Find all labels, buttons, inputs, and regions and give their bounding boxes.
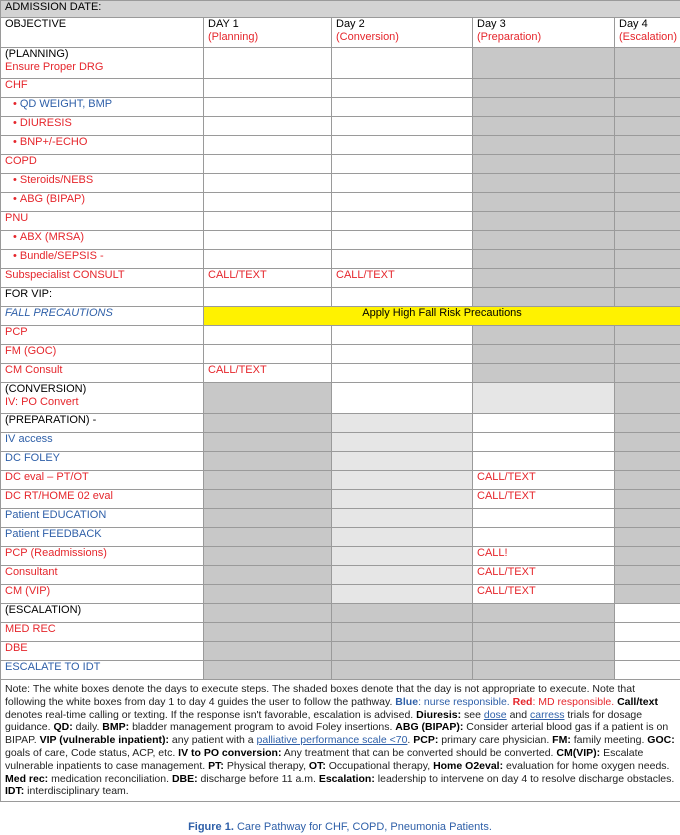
table-row	[1, 117, 680, 136]
vip-term: VIP (vulnerable inpatient):	[39, 734, 169, 747]
escalate-idt-label: ESCALATE TO IDT	[1, 661, 204, 680]
table-row	[1, 661, 680, 680]
dbe-label: DBE	[1, 642, 204, 661]
bullet-icon: •	[13, 193, 17, 205]
dc-eval-label: DC eval – PT/OT	[1, 471, 204, 490]
pcp-readmissions-label: PCP (Readmissions)	[1, 547, 204, 566]
planning-heading: (PLANNING)	[5, 48, 69, 60]
pcp-def: primary care physician.	[441, 734, 550, 747]
table-row	[1, 490, 680, 509]
table-row	[1, 136, 680, 155]
diuresis-def: see	[464, 708, 481, 721]
bnp-label: BNP+/-ECHO	[19, 136, 88, 148]
consultant-label: Consultant	[1, 566, 204, 585]
abg-term: ABG (BIPAP):	[395, 721, 464, 734]
bullet-icon: •	[13, 250, 17, 262]
notes-cell: Note: The white boxes denote the days to execute steps. The shaded boxes denote that the day is not appropriate to execute. Note that following the white boxes from day 1 to day 4 guides the user to follow the pathway. Blue: nurse responsible. Red: MD responsible. Call/text denotes real-time calling or texting. If the response isn't favorable, escalation is advised. Diuresis: see dose and carress trials for dosage guidance. QD: daily. BMP: bladder management program to avoid Foley insertions. ABG (BIPAP): Consider arterial blood gas if a patient is on BIPAP. VIP (vulnerable inpatient): any patient with a palliative performance scale <70. PCP: primary care physician. FM: family meeting. GOC: goals of care, Code status, ACP, etc. IV to PO conversion: Any treatment that can be converted should be converted. CM(VIP): Escalate vulnerable inpatients to case management. PT: Physical therapy, OT: Occupational therapy, Home O2eval: evaluation for home oxygen needs. Med rec: medication reconciliation. DBE: discharge before 11 a.m. Escalation: leadership to intervene on day 4 to resolve discharge obstacles. IDT: interdisciplinary team.	[1, 680, 680, 802]
cmvip-term: CM(VIP):	[556, 746, 601, 759]
call-text-badge: CALL/TEXT	[332, 269, 473, 288]
escalation-def: leadership to intervene on day 4 to resolve discharge obstacles.	[377, 772, 675, 785]
table-row	[1, 307, 680, 326]
bundle-label: Bundle/SEPSIS -	[19, 250, 104, 262]
vip-def: any patient with a	[171, 734, 254, 747]
escalation-heading: (ESCALATION)	[1, 604, 204, 623]
fall-risk-banner: Apply High Fall Risk Precautions	[204, 307, 680, 326]
fm-goc-label: FM (GOC)	[1, 345, 204, 364]
goc-def: goals of care, Code status, ACP, etc.	[5, 746, 176, 759]
legend-blue: Blue	[395, 695, 419, 708]
calltext-term: Call/text	[617, 695, 658, 708]
cmvip-def: Escalate vulnerable inpatients to case management.	[5, 746, 644, 772]
table-row	[1, 509, 680, 528]
table-row	[1, 212, 680, 231]
figure-title: Care Pathway for CHF, COPD, Pneumonia Patients.	[236, 821, 492, 833]
table-row	[1, 566, 680, 585]
table-row	[1, 48, 680, 79]
calltext-def: denotes real-time calling or texting. If the response isn't favorable, escalation is advised.	[5, 708, 414, 721]
bmp-def: bladder management program to avoid Foley insertions.	[132, 721, 393, 734]
pt-def: Physical therapy,	[226, 759, 306, 772]
dc-foley-label: DC FOLEY	[1, 452, 204, 471]
ot-def: Occupational therapy,	[328, 759, 431, 772]
idt-def: interdisciplinary team.	[27, 785, 129, 798]
header-row	[1, 18, 680, 48]
diuresis-cell	[1, 117, 204, 136]
copd-label: COPD	[1, 155, 204, 174]
table-row	[1, 623, 680, 642]
objective-header: OBJECTIVE	[1, 18, 204, 48]
day4-header	[615, 18, 680, 48]
figure-label: Figure 1.	[188, 821, 234, 833]
day2-header	[332, 18, 473, 48]
table-row	[1, 433, 680, 452]
call-text-badge: CALL/TEXT	[473, 471, 615, 490]
day2-label: Day 2	[336, 18, 365, 30]
goc-term: GOC:	[647, 734, 675, 747]
call-badge: CALL!	[473, 547, 615, 566]
bmp-term: BMP:	[102, 721, 130, 734]
patient-education-label: Patient EDUCATION	[1, 509, 204, 528]
abx-cell	[1, 231, 204, 250]
table-row	[1, 193, 680, 212]
table-row	[1, 269, 680, 288]
call-text-badge: CALL/TEXT	[204, 364, 332, 383]
dose-link[interactable]: dose	[483, 708, 507, 721]
table-row	[1, 79, 680, 98]
diuresis-label: DIURESIS	[19, 117, 72, 129]
call-text-badge: CALL/TEXT	[473, 490, 615, 509]
abg-def: Consider arterial blood gas if a patient is on BIPAP.	[5, 721, 669, 747]
admission-date-label: ADMISSION DATE:	[1, 1, 680, 18]
ivpo-def: Any treatment that can be converted should be converted.	[283, 746, 554, 759]
qd-def: daily.	[75, 721, 100, 734]
qd-term: QD:	[53, 721, 73, 734]
bullet-icon: •	[13, 117, 17, 129]
pnu-label: PNU	[1, 212, 204, 231]
table-row	[1, 471, 680, 490]
day3-label: Day 3	[477, 18, 506, 30]
for-vip-label: FOR VIP:	[1, 288, 204, 307]
table-row	[1, 288, 680, 307]
conversion-heading: (CONVERSION)	[5, 383, 87, 395]
table-row	[1, 231, 680, 250]
table-row	[1, 585, 680, 604]
cm-vip-label: CM (VIP)	[1, 585, 204, 604]
patient-feedback-label: Patient FEEDBACK	[1, 528, 204, 547]
fall-precautions-label: FALL PRECAUTIONS	[1, 307, 204, 326]
table-row	[1, 345, 680, 364]
abg-label: ABG (BIPAP)	[19, 193, 86, 205]
table-row	[1, 414, 680, 433]
dc-rt-label: DC RT/HOME 02 eval	[1, 490, 204, 509]
abg-cell	[1, 193, 204, 212]
dbe-term: DBE:	[171, 772, 198, 785]
pcp-term: PCP:	[413, 734, 439, 747]
day2-phase: (Conversion)	[336, 31, 399, 43]
day3-phase: (Preparation)	[477, 31, 542, 43]
figure-caption	[0, 821, 680, 833]
table-row	[1, 326, 680, 345]
escalation-term: Escalation:	[318, 772, 375, 785]
notes-row	[1, 680, 680, 802]
dbe-def: discharge before 11 a.m.	[200, 772, 316, 785]
pt-term: PT:	[208, 759, 224, 772]
table-row	[1, 174, 680, 193]
bullet-icon: •	[13, 136, 17, 148]
day1-header	[204, 18, 332, 48]
table-row	[1, 547, 680, 566]
qd-weight-cell	[1, 98, 204, 117]
idt-term: IDT:	[5, 785, 25, 798]
abx-label: ABX (MRSA)	[19, 231, 85, 243]
table-row	[1, 452, 680, 471]
diuresis-term: Diuresis:	[416, 708, 462, 721]
preparation-heading: (PREPARATION) -	[1, 414, 204, 433]
call-text-badge: CALL/TEXT	[473, 585, 615, 604]
table-row	[1, 155, 680, 174]
fm-term: FM:	[552, 734, 571, 747]
bullet-icon: •	[13, 231, 17, 243]
table-row	[1, 250, 680, 269]
bnp-cell	[1, 136, 204, 155]
ot-term: OT:	[308, 759, 326, 772]
table-row	[1, 364, 680, 383]
day1-phase: (Planning)	[208, 31, 259, 43]
legend-red: Red	[512, 695, 533, 708]
bundle-cell	[1, 250, 204, 269]
chf-label: CHF	[1, 79, 204, 98]
legend-red-text: : MD responsible.	[532, 695, 615, 708]
admission-date-row	[1, 1, 680, 18]
table-row	[1, 604, 680, 623]
diuresis-def-end: trials for dosage guidance.	[5, 708, 643, 734]
ensure-drg-label: Ensure Proper DRG	[5, 61, 104, 73]
conversion-cell	[1, 383, 204, 414]
steroids-cell	[1, 174, 204, 193]
legend-blue-text: : nurse responsible.	[418, 695, 510, 708]
qd-weight-label: QD WEIGHT, BMP	[19, 98, 113, 110]
and-word: and	[509, 708, 528, 721]
o2-def: evaluation for home oxygen needs.	[506, 759, 670, 772]
ivpo-term: IV to PO conversion:	[178, 746, 282, 759]
table-row	[1, 528, 680, 547]
planning-cell	[1, 48, 204, 79]
table-row	[1, 383, 680, 414]
call-text-badge: CALL/TEXT	[473, 566, 615, 585]
pps-link[interactable]: palliative performance scale <70	[256, 734, 408, 747]
table-row	[1, 98, 680, 117]
note-intro: Note: The white boxes denote the days to execute steps. The shaded boxes denote that the day is not appropriate to execute. Note that following the white boxes from day 1 to day 4 guides the user to follow the pathway.	[5, 683, 636, 708]
call-text-badge: CALL/TEXT	[204, 269, 332, 288]
fm-def: family meeting.	[573, 734, 645, 747]
o2-term: Home O2eval:	[433, 759, 504, 772]
day1-label: DAY 1	[208, 18, 239, 30]
medrec-term: Med rec:	[5, 772, 49, 785]
medrec-def: medication reconciliation.	[51, 772, 170, 785]
day3-header	[473, 18, 615, 48]
cm-consult-label: CM Consult	[1, 364, 204, 383]
day4-phase: (Escalation)	[619, 31, 678, 43]
bullet-icon: •	[13, 98, 17, 110]
carress-link[interactable]: carress	[530, 708, 565, 721]
table-row	[1, 642, 680, 661]
iv-access-label: IV access	[1, 433, 204, 452]
day4-label: Day 4	[619, 18, 648, 30]
iv-po-label: IV: PO Convert	[5, 396, 79, 408]
bullet-icon: •	[13, 174, 17, 186]
steroids-label: Steroids/NEBS	[19, 174, 94, 186]
subspecialist-label: Subspecialist CONSULT	[1, 269, 204, 288]
med-rec-label: MED REC	[1, 623, 204, 642]
pcp-label: PCP	[1, 326, 204, 345]
